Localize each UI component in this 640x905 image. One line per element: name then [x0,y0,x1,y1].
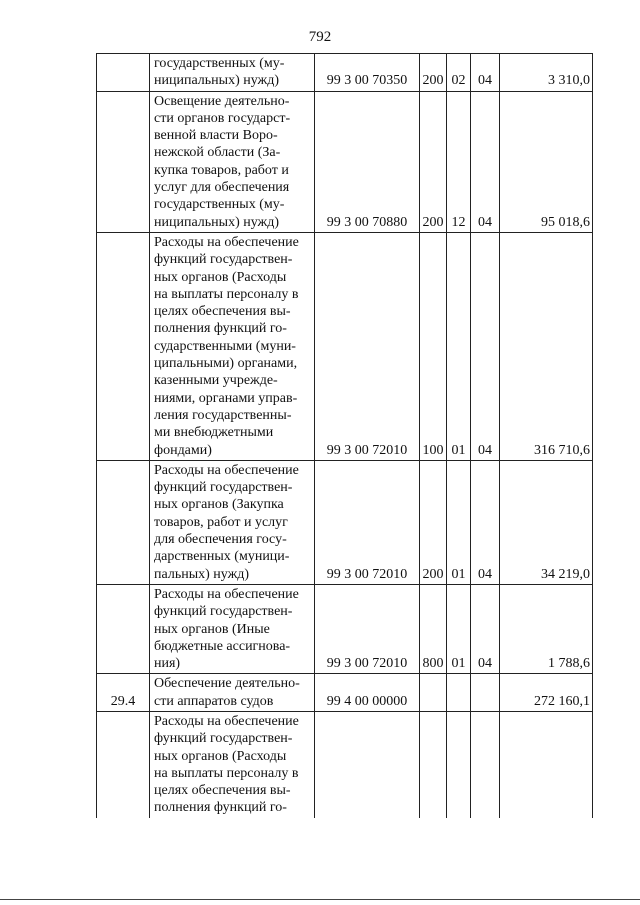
amount-cell: 3 310,0 [500,54,593,92]
target-article-code-cell: 99 3 00 72010 [315,460,420,584]
description-line: полнения функций го- [154,321,287,337]
description-line: товаров, работ и услуг [154,514,288,530]
expense-type-code-cell: 200 [420,460,447,584]
section-code-cell: 01 [447,584,471,673]
description-cell [150,232,315,460]
description-line: Расходы на обеспечение [154,586,299,602]
description-line: фондами) [154,442,212,458]
description-line: функций государствен- [154,604,293,620]
subsection-code-cell: 04 [471,584,500,673]
expense-type-code-cell [420,711,447,817]
description-line: для обеспечения госу- [154,532,287,548]
table-row [97,460,593,584]
description-line: ципальными) органами, [154,356,298,372]
row-number-cell [97,460,150,584]
page-number: 792 [308,29,332,45]
description-line: ных органов (Иные [154,621,270,637]
description-line: целях обеспечения вы- [154,783,291,799]
description-cell [150,54,315,92]
table-body [97,54,593,818]
description-line: ниципальных) нужд) [154,73,279,89]
description-line: дарственных (муници- [154,549,290,565]
target-article-code-cell: 99 3 00 70350 [315,54,420,92]
subsection-code-cell [471,711,500,817]
description-line: ниями, органами управ- [154,390,298,406]
amount-cell: 1 788,6 [500,584,593,673]
table-row [97,232,593,460]
expense-type-code-cell [420,674,447,712]
subsection-code-cell: 04 [471,91,500,232]
description-line: на выплаты персоналу в [154,765,299,781]
expense-type-code-cell: 800 [420,584,447,673]
description-cell [150,674,315,712]
row-number-cell [97,232,150,460]
table-row [97,674,593,712]
section-code-cell: 01 [447,460,471,584]
description-line: сти аппаратов судов [154,693,274,709]
amount-cell: 272 160,1 [500,674,593,712]
description-line: на выплаты персоналу в [154,286,299,302]
subsection-code-cell [471,674,500,712]
description-line: государственных (му- [154,197,285,213]
section-code-cell: 01 [447,232,471,460]
description-line: ных органов (Закупка [154,497,284,513]
description-line: сти органов государст- [154,110,291,126]
table-row [97,91,593,232]
row-number-cell: 29.4 [97,674,150,712]
description-cell [150,460,315,584]
expense-type-code-cell: 100 [420,232,447,460]
table-row [97,711,593,817]
description-cell [150,584,315,673]
table-row [97,54,593,92]
section-code-cell [447,674,471,712]
description-line: Освещение деятельно- [154,93,290,109]
row-number-cell [97,584,150,673]
description-line: бюджетные ассигнова- [154,638,291,654]
target-article-code-cell [315,711,420,817]
description-line: Обеспечение деятельно- [154,676,300,692]
description-line: ных органов (Расходы [154,748,287,764]
description-cell [150,711,315,817]
description-line: государственных (му- [154,56,285,71]
description-line: казенными учрежде- [154,373,278,389]
amount-cell [500,711,593,817]
description-line: целях обеспечения вы- [154,304,291,320]
description-line: Расходы на обеспечение [154,234,299,250]
section-code-cell: 12 [447,91,471,232]
page-bottom-rule [0,899,640,900]
subsection-code-cell: 04 [471,54,500,92]
target-article-code-cell: 99 3 00 72010 [315,584,420,673]
description-line: полнения функций го- [154,800,287,816]
description-line: функций государствен- [154,480,293,496]
section-code-cell [447,711,471,817]
row-number-cell [97,54,150,92]
description-line: Расходы на обеспечение [154,462,299,478]
description-line: ми внебюджетными [154,425,274,441]
subsection-code-cell: 04 [471,232,500,460]
description-line: пальных) нужд) [154,566,250,582]
amount-cell: 34 219,0 [500,460,593,584]
description-line: услуг для обеспечения [154,180,290,196]
section-code-cell: 02 [447,54,471,92]
description-line: венной власти Воро- [154,128,278,144]
description-line: ния) [154,656,181,672]
description-line: ления государственны- [154,407,292,423]
amount-cell: 95 018,6 [500,91,593,232]
description-line: купка товаров, работ и [154,162,289,178]
description-line: Расходы на обеспечение [154,713,299,729]
expense-type-code-cell: 200 [420,54,447,92]
target-article-code-cell: 99 3 00 72010 [315,232,420,460]
description-line: ниципальных) нужд) [154,214,279,230]
subsection-code-cell: 04 [471,460,500,584]
description-line: сударственными (муни- [154,338,296,354]
description-line: ных органов (Расходы [154,269,287,285]
amount-cell: 316 710,6 [500,232,593,460]
description-line: нежской области (За- [154,145,281,161]
target-article-code-cell: 99 4 00 00000 [315,674,420,712]
row-number-cell [97,91,150,232]
table-row [97,584,593,673]
description-cell [150,91,315,232]
row-number-cell [97,711,150,817]
target-article-code-cell: 99 3 00 70880 [315,91,420,232]
budget-table [96,53,593,818]
description-line: функций государствен- [154,731,293,747]
expense-type-code-cell: 200 [420,91,447,232]
description-line: функций государствен- [154,252,293,268]
